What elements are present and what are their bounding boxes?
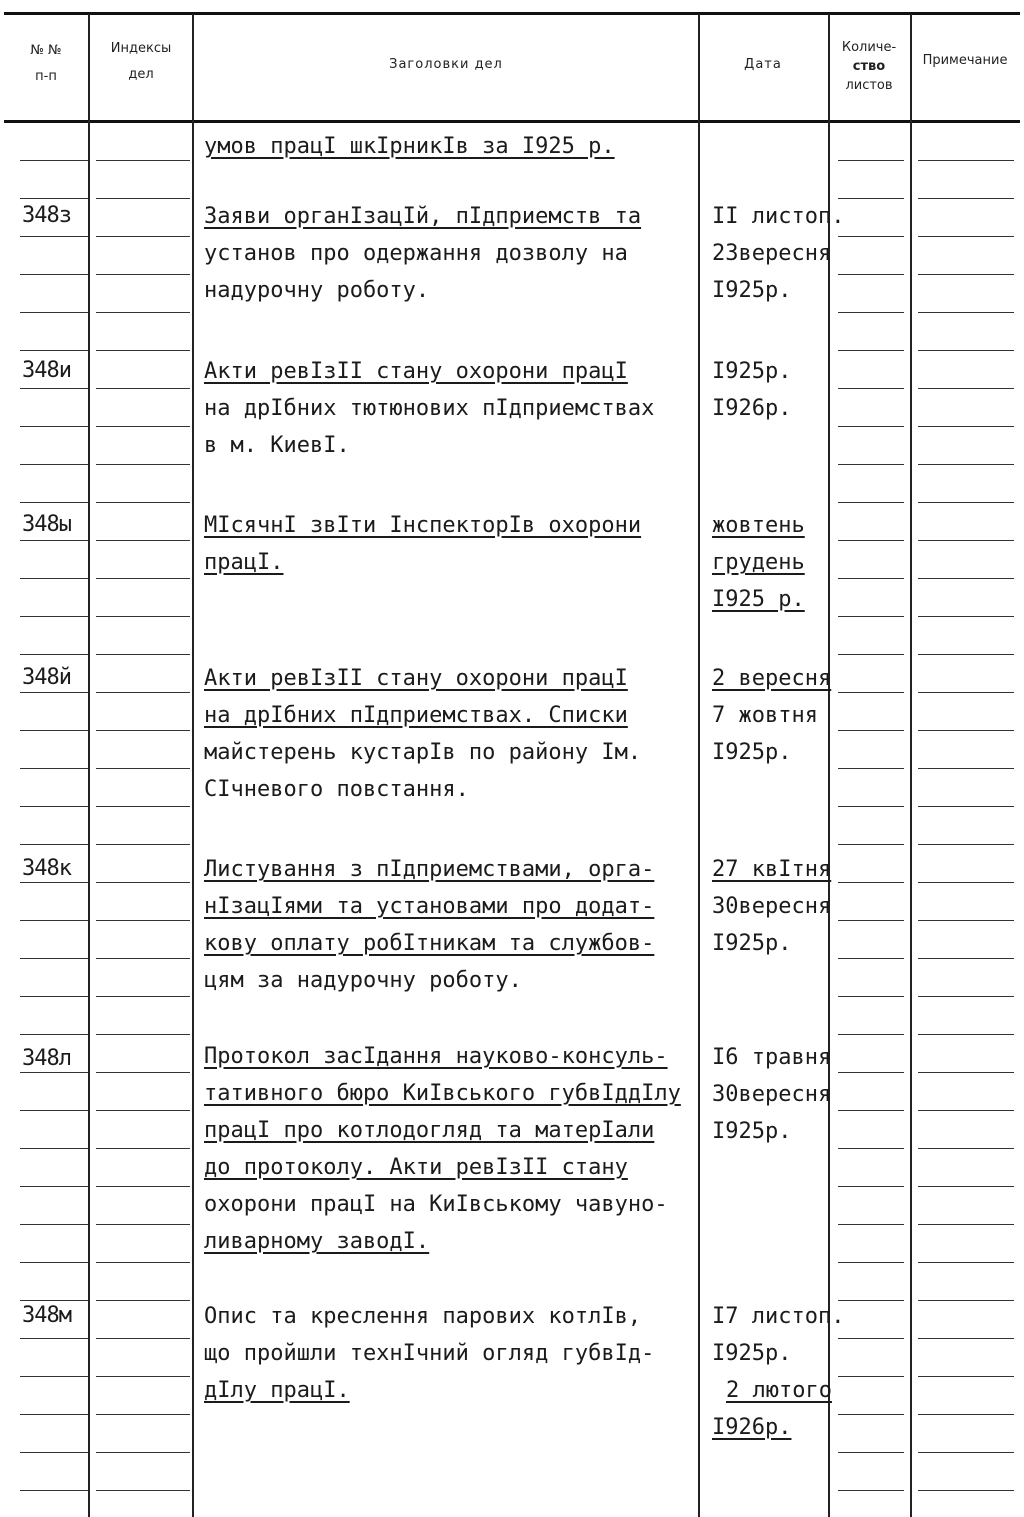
ruled-dash: [918, 958, 1014, 959]
ruled-dash: [96, 236, 190, 237]
ruled-dash: [20, 198, 88, 199]
ruled-dash: [20, 768, 88, 769]
ruled-dash: [838, 996, 904, 997]
ruled-dash: [838, 198, 904, 199]
ruled-dash: [918, 1034, 1014, 1035]
ruled-dash: [918, 730, 1014, 731]
record-number: 348и: [22, 358, 71, 383]
ruled-dash: [918, 806, 1014, 807]
ruled-dash: [838, 1300, 904, 1301]
ruled-dash: [918, 1110, 1014, 1111]
record-title: [204, 660, 704, 808]
record-date: [712, 353, 862, 427]
date-line: I7 листоп.: [712, 1304, 845, 1329]
ruled-dash: [96, 502, 190, 503]
ruled-dash: [918, 236, 1014, 237]
ruled-dash: [918, 578, 1014, 579]
table-top-border: [4, 12, 1020, 15]
ruled-dash: [96, 1490, 190, 1491]
ruled-dash: [96, 1224, 190, 1225]
ruled-dash: [96, 578, 190, 579]
ruled-dash: [96, 654, 190, 655]
record-title: [204, 1298, 704, 1409]
ruled-dash: [96, 768, 190, 769]
title-line: що пройшли технIчний огляд губвIд-: [204, 1341, 655, 1366]
record-date: [712, 198, 862, 309]
ruled-dash: [838, 958, 904, 959]
ruled-dash: [838, 1262, 904, 1263]
ruled-dash: [20, 958, 88, 959]
ruled-dash: [96, 1034, 190, 1035]
title-line: Протокол засIдання науково-консуль-: [204, 1044, 668, 1069]
ruled-dash: [918, 312, 1014, 313]
ruled-dash: [838, 1148, 904, 1149]
header-bottom-border: [4, 120, 1020, 123]
date-line: 27 квIтня: [712, 857, 832, 882]
record-title: [204, 1039, 704, 1261]
date-line: I925р.: [712, 740, 792, 765]
ruled-dash: [838, 540, 904, 541]
record-number: 348з: [22, 203, 71, 228]
header-date-label: Дата: [744, 57, 782, 72]
ruled-dash: [96, 198, 190, 199]
ruled-dash: [20, 692, 88, 693]
header-number-cell: [8, 42, 84, 86]
ruled-dash: [918, 1148, 1014, 1149]
ruled-dash: [838, 1224, 904, 1225]
title-line: МIсячнI звIти IнспекторIв охорони: [204, 513, 642, 538]
ruled-dash: [20, 464, 88, 465]
title-line: Заяви органIзацIй, пIдприемств та: [204, 204, 642, 229]
title-line: Опис та креслення парових котлIв,: [204, 1304, 642, 1329]
record-title: [204, 353, 704, 464]
record-title: [204, 507, 704, 581]
header-sheets-cell: [830, 38, 908, 95]
header-sheets-line2: ство: [852, 59, 886, 74]
ruled-dash: [96, 540, 190, 541]
ruled-dash: [96, 274, 190, 275]
date-line: I925р.: [712, 1341, 792, 1366]
ruled-dash: [20, 1262, 88, 1263]
ruled-dash: [918, 1186, 1014, 1187]
date-line: I926р.: [712, 1415, 792, 1440]
ruled-dash: [918, 1338, 1014, 1339]
ruled-dash: [20, 1414, 88, 1415]
ruled-dash: [918, 502, 1014, 503]
ruled-dash: [20, 844, 88, 845]
ruled-dash: [20, 1110, 88, 1111]
ruled-dash: [20, 1376, 88, 1377]
ruled-dash: [838, 730, 904, 731]
header-notes-label: Примечание: [922, 53, 1008, 68]
record-date: [712, 1298, 862, 1446]
ruled-dash: [838, 1034, 904, 1035]
record-title: [204, 198, 704, 309]
ruled-dash: [96, 1300, 190, 1301]
ruled-dash: [918, 1224, 1014, 1225]
header-title-label: Заголовки дел: [389, 57, 503, 72]
ruled-dash: [918, 768, 1014, 769]
title-line: нIзацIями та установами про додат-: [204, 894, 655, 919]
date-line: I926р.: [712, 396, 792, 421]
ruled-dash: [96, 464, 190, 465]
ruled-dash: [20, 1490, 88, 1491]
ruled-dash: [20, 540, 88, 541]
date-line: I925р.: [712, 359, 792, 384]
ruled-dash: [96, 996, 190, 997]
ruled-dash: [20, 1224, 88, 1225]
ruled-dash: [838, 274, 904, 275]
ruled-dash: [838, 236, 904, 237]
header-number-label: № №: [30, 43, 62, 58]
ruled-dash: [838, 388, 904, 389]
ruled-dash: [838, 768, 904, 769]
ruled-dash: [838, 1490, 904, 1491]
ruled-dash: [838, 1072, 904, 1073]
ruled-dash: [20, 882, 88, 883]
date-line: 7 жовтня: [712, 703, 818, 728]
ruled-dash: [838, 350, 904, 351]
ruled-dash: [96, 806, 190, 807]
ruled-dash: [838, 692, 904, 693]
ruled-dash: [20, 160, 88, 161]
date-line: I925р.: [712, 1119, 792, 1144]
date-line: 30вересня: [712, 1082, 832, 1107]
ruled-dash: [838, 806, 904, 807]
ruled-dash: [918, 882, 1014, 883]
ruled-dash: [20, 616, 88, 617]
title-line: тативного бюро КиIвського губвIддIлу: [204, 1081, 681, 1106]
ruled-dash: [96, 882, 190, 883]
ruled-dash: [20, 730, 88, 731]
title-line: до протоколу. Акти ревIзII стану: [204, 1155, 628, 1180]
title-line: працI про котлодогляд та матерIали: [204, 1118, 655, 1143]
ruled-dash: [918, 388, 1014, 389]
title-line: Акти ревIзII стану охорони працI: [204, 359, 628, 384]
date-line: 30вересня: [712, 894, 832, 919]
record-number: 348л: [22, 1046, 71, 1071]
ruled-dash: [918, 198, 1014, 199]
ruled-dash: [838, 1376, 904, 1377]
ruled-dash: [96, 388, 190, 389]
ruled-dash: [918, 692, 1014, 693]
ruled-dash: [838, 616, 904, 617]
ruled-dash: [838, 844, 904, 845]
header-sheets-line3: листов: [845, 78, 893, 93]
ruled-dash: [20, 996, 88, 997]
ruled-dash: [918, 1376, 1014, 1377]
column-divider: [910, 14, 912, 1517]
date-line: жовтень: [712, 513, 805, 538]
date-line: 2 лютого: [726, 1378, 832, 1403]
ruled-dash: [20, 1300, 88, 1301]
ruled-dash: [838, 578, 904, 579]
date-line: II листоп.: [712, 204, 845, 229]
ruled-dash: [918, 654, 1014, 655]
ruled-dash: [96, 616, 190, 617]
ruled-dash: [96, 1338, 190, 1339]
ruled-dash: [918, 1300, 1014, 1301]
ruled-dash: [96, 692, 190, 693]
ruled-dash: [918, 426, 1014, 427]
ruled-dash: [96, 1414, 190, 1415]
column-divider: [88, 14, 90, 1517]
ruled-dash: [96, 1072, 190, 1073]
ruled-dash: [20, 1452, 88, 1453]
date-line: I6 травня: [712, 1045, 832, 1070]
ruled-dash: [918, 160, 1014, 161]
ruled-dash: [918, 616, 1014, 617]
ruled-dash: [838, 464, 904, 465]
ruled-dash: [838, 160, 904, 161]
header-sheets-line1: Количе-: [841, 40, 897, 55]
ruled-dash: [918, 464, 1014, 465]
title-line: цям за надурочну роботу.: [204, 968, 522, 993]
title-line: дIлу працI.: [204, 1378, 350, 1403]
title-line: надурочну роботу.: [204, 278, 430, 303]
ruled-dash: [838, 1186, 904, 1187]
ruled-dash: [96, 1376, 190, 1377]
title-line: кову оплату робIтникам та службов-: [204, 931, 655, 956]
record-title: [204, 851, 704, 999]
header-index-cell: [92, 40, 190, 84]
header-index-label: Индексы: [110, 41, 172, 56]
record-number: 348й: [22, 665, 71, 690]
date-line: грудень: [712, 550, 805, 575]
ruled-dash: [20, 274, 88, 275]
ruled-dash: [20, 236, 88, 237]
ruled-dash: [838, 1452, 904, 1453]
title-line: СIчневого повстання.: [204, 777, 469, 802]
ruled-dash: [20, 502, 88, 503]
ruled-dash: [96, 1110, 190, 1111]
title-line: охорони працI на КиIвському чавуно-: [204, 1192, 668, 1217]
header-number-sub: п-п: [35, 69, 57, 84]
continuation-line: умов працI шкIрникIв за I925 р.: [204, 134, 615, 159]
header-index-sub: дел: [128, 67, 154, 82]
ruled-dash: [20, 654, 88, 655]
ruled-dash: [918, 350, 1014, 351]
ruled-dash: [918, 1072, 1014, 1073]
ruled-dash: [838, 1338, 904, 1339]
ruled-dash: [96, 920, 190, 921]
ruled-dash: [918, 1262, 1014, 1263]
ruled-dash: [20, 1186, 88, 1187]
ruled-dash: [96, 844, 190, 845]
date-line: I925р.: [712, 278, 792, 303]
ruled-dash: [96, 1186, 190, 1187]
ruled-dash: [20, 920, 88, 921]
record-date: [712, 507, 862, 618]
ruled-dash: [20, 1148, 88, 1149]
title-line: на дрIбних тютюнових пIдприемствах: [204, 396, 655, 421]
record-date: [712, 1039, 862, 1150]
ruled-dash: [96, 160, 190, 161]
date-line: 23вересня: [712, 241, 832, 266]
ruled-dash: [918, 920, 1014, 921]
title-line: установ про одержання дозволу на: [204, 241, 628, 266]
ruled-dash: [838, 1414, 904, 1415]
ruled-dash: [838, 882, 904, 883]
record-number: 348к: [22, 856, 71, 881]
ruled-dash: [918, 1452, 1014, 1453]
ruled-dash: [20, 1034, 88, 1035]
ruled-dash: [20, 1338, 88, 1339]
ruled-dash: [838, 1110, 904, 1111]
date-line: I925 р.: [712, 587, 805, 612]
ruled-dash: [20, 1072, 88, 1073]
date-line: I925р.: [712, 931, 792, 956]
ruled-dash: [838, 654, 904, 655]
ruled-dash: [96, 1148, 190, 1149]
ruled-dash: [838, 426, 904, 427]
title-line: майстерень кустарIв по району Iм.: [204, 740, 642, 765]
ruled-dash: [96, 350, 190, 351]
ruled-dash: [918, 1414, 1014, 1415]
ruled-dash: [918, 540, 1014, 541]
continuation-text: [204, 128, 704, 165]
ruled-dash: [20, 312, 88, 313]
ruled-dash: [20, 388, 88, 389]
ruled-dash: [96, 426, 190, 427]
title-line: Листування з пIдприемствами, орга-: [204, 857, 655, 882]
record-number: 348м: [22, 1303, 71, 1328]
ruled-dash: [838, 312, 904, 313]
ruled-dash: [918, 1490, 1014, 1491]
title-line: в м. КиевI.: [204, 433, 350, 458]
ruled-dash: [96, 958, 190, 959]
ruled-dash: [918, 996, 1014, 997]
ruled-dash: [918, 274, 1014, 275]
ruled-dash: [96, 1452, 190, 1453]
ruled-dash: [20, 578, 88, 579]
record-number: 348ы: [22, 512, 71, 537]
column-divider: [192, 14, 194, 1517]
title-line: Акти ревIзII стану охорони працI: [204, 666, 628, 691]
ruled-dash: [918, 844, 1014, 845]
date-line: 2 вересня: [712, 666, 832, 691]
ruled-dash: [838, 920, 904, 921]
title-line: ливарному заводI.: [204, 1229, 430, 1254]
title-line: на дрIбних пIдприемствах. Списки: [204, 703, 628, 728]
title-line: працI.: [204, 550, 284, 575]
ruled-dash: [838, 502, 904, 503]
record-date: [712, 851, 862, 962]
ruled-dash: [96, 1262, 190, 1263]
ruled-dash: [20, 350, 88, 351]
ruled-dash: [96, 730, 190, 731]
ruled-dash: [20, 426, 88, 427]
ruled-dash: [96, 312, 190, 313]
ruled-dash: [20, 806, 88, 807]
record-date: [712, 660, 862, 771]
